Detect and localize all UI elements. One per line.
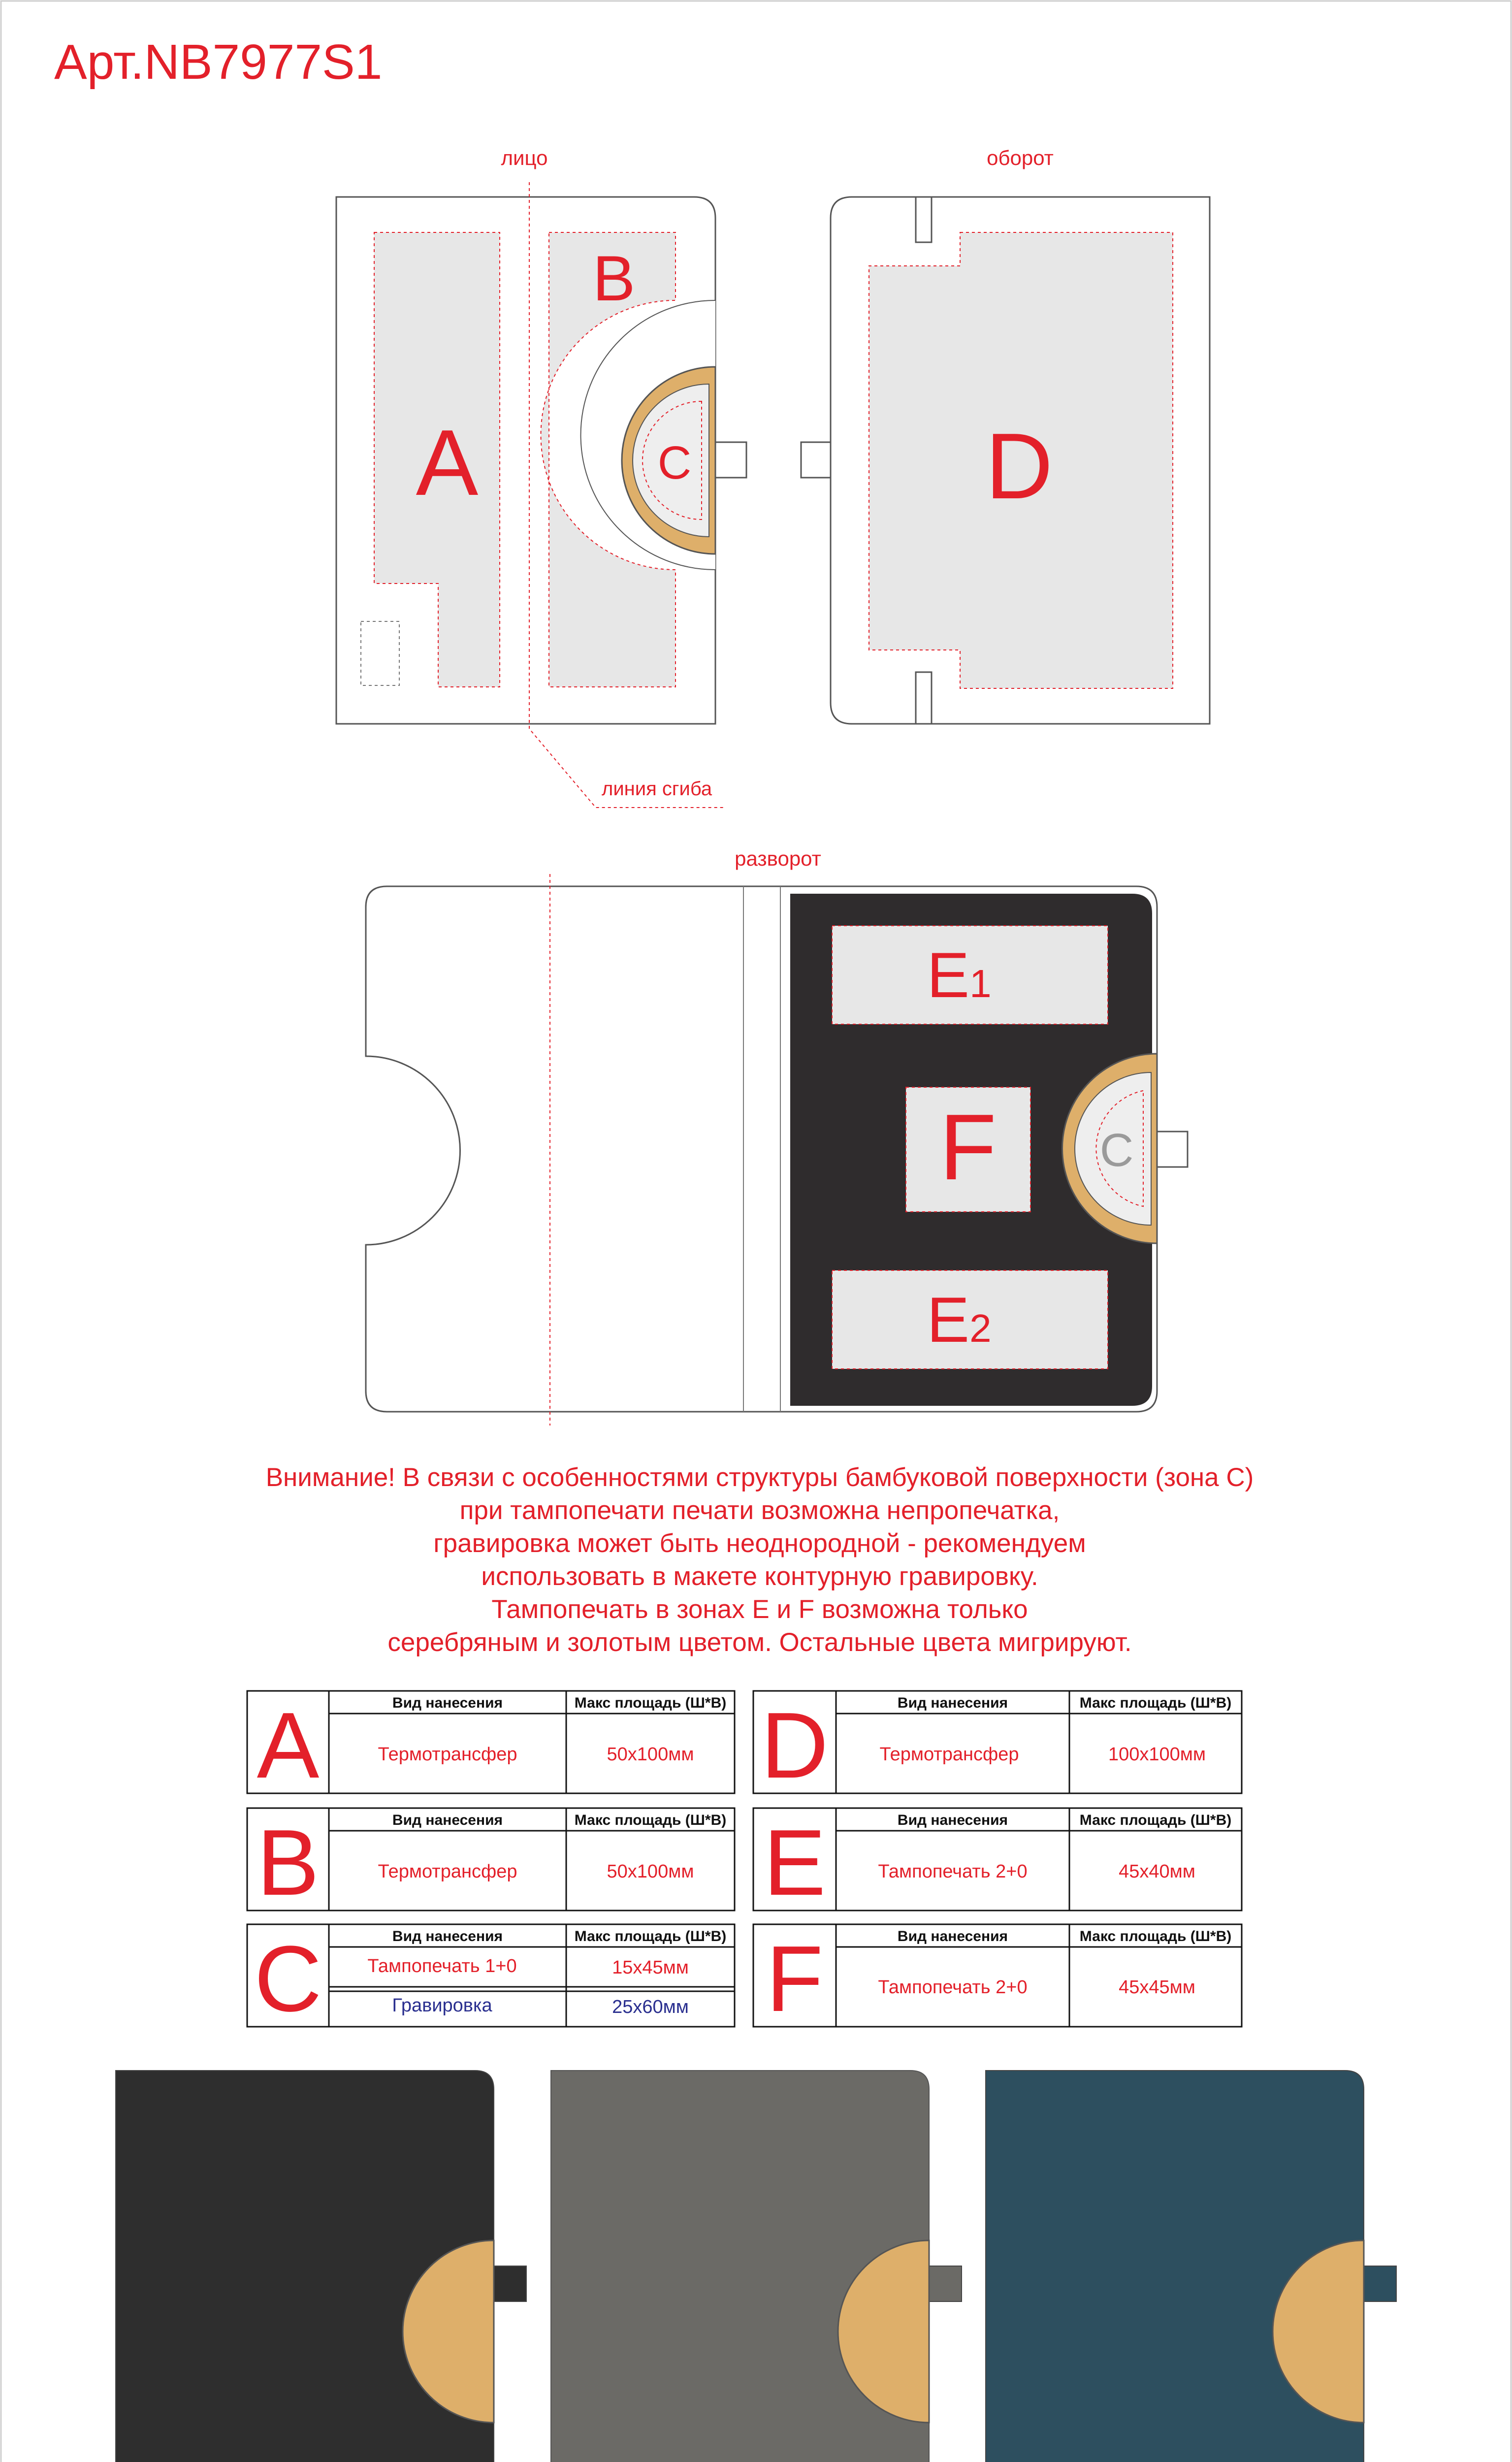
variant-black	[116, 2071, 526, 2462]
svg-text:E: E	[763, 1811, 826, 1915]
face-label: лицо	[501, 146, 548, 169]
zone-d-letter: D	[985, 414, 1053, 518]
table-f	[753, 1924, 1242, 2031]
svg-text:при тампопечати печати возможн: при тампопечати печати возможна непропечатка,	[459, 1496, 1060, 1525]
zone-a-letter: A	[416, 411, 479, 515]
svg-text:B: B	[257, 1811, 320, 1915]
svg-text:Макс площадь (Ш*В): Макс площадь (Ш*В)	[1079, 1695, 1232, 1711]
svg-text:Тампопечать в зонах Е и F возм: Тампопечать в зонах Е и F возможна только	[491, 1595, 1028, 1624]
table-d	[753, 1691, 1242, 1798]
svg-text:45x45мм: 45x45мм	[1119, 1977, 1195, 1998]
svg-text:100x100мм: 100x100мм	[1108, 1744, 1206, 1765]
zone-e2-letter: E2	[927, 1284, 992, 1356]
svg-text:F: F	[766, 1927, 824, 2031]
svg-text:Термотрансфер: Термотрансфер	[378, 1861, 517, 1882]
svg-text:Вид нанесения: Вид нанесения	[897, 1695, 1008, 1711]
zone-b-letter: B	[592, 242, 636, 314]
table-a	[247, 1691, 735, 1798]
zone-c-letter: C	[657, 437, 692, 489]
svg-text:Макс площадь (Ш*В): Макс площадь (Ш*В)	[574, 1695, 727, 1711]
back-label: оборот	[987, 146, 1054, 169]
svg-text:Термотрансфер: Термотрансфер	[378, 1744, 517, 1765]
svg-text:D: D	[761, 1693, 829, 1798]
spread-panel	[366, 874, 1188, 1425]
face-panel	[336, 182, 746, 808]
svg-text:50x100мм: 50x100мм	[607, 1744, 694, 1765]
svg-text:Вид нанесения: Вид нанесения	[897, 1812, 1008, 1828]
svg-text:Тампопечать 1+0: Тампопечать 1+0	[367, 1956, 517, 1976]
variant-teal	[986, 2071, 1396, 2462]
zone-e1-letter: E1	[927, 939, 992, 1011]
back-panel	[801, 197, 1210, 724]
svg-text:50x100мм: 50x100мм	[607, 1861, 694, 1882]
svg-text:Термотрансфер: Термотрансфер	[879, 1744, 1019, 1765]
svg-text:45x40мм: 45x40мм	[1119, 1861, 1195, 1882]
spread-label: разворот	[735, 847, 821, 870]
table-c	[247, 1924, 735, 2031]
svg-text:Гравировка: Гравировка	[392, 1995, 492, 2016]
notice-text	[266, 1463, 1254, 1657]
article-title: Арт.NB7977S1	[54, 34, 383, 90]
svg-text:Макс площадь (Ш*В): Макс площадь (Ш*В)	[1079, 1928, 1232, 1944]
table-b	[247, 1808, 735, 1915]
svg-text:Макс площадь (Ш*В): Макс площадь (Ш*В)	[574, 1928, 727, 1944]
svg-text:Макс площадь (Ш*В): Макс площадь (Ш*В)	[574, 1812, 727, 1828]
svg-text:15x45мм: 15x45мм	[612, 1957, 689, 1978]
svg-text:Вид нанесения: Вид нанесения	[897, 1928, 1008, 1944]
fold-line-label: линия сгиба	[602, 778, 712, 800]
svg-text:гравировка может быть неодноро: гравировка может быть неоднородной - рекомендуем	[433, 1529, 1086, 1558]
svg-text:Макс площадь (Ш*В): Макс площадь (Ш*В)	[1079, 1812, 1232, 1828]
svg-text:серебряным и золотым цветом. О: серебряным и золотым цветом. Остальные цвета мигрируют.	[387, 1628, 1132, 1657]
svg-text:Внимание! В связи с особенност: Внимание! В связи с особенностями структуры бамбуковой поверхности (зона С)	[265, 1463, 1254, 1492]
table-e	[753, 1808, 1242, 1915]
svg-text:C: C	[254, 1927, 322, 2031]
svg-text:Вид нанесения: Вид нанесения	[392, 1695, 503, 1711]
svg-text:Вид нанесения: Вид нанесения	[392, 1812, 503, 1828]
svg-text:25x60мм: 25x60мм	[612, 1997, 689, 2017]
svg-text:Тампопечать 2+0: Тампопечать 2+0	[878, 1977, 1028, 1998]
svg-text:A: A	[257, 1693, 320, 1798]
svg-text:использовать в макете контурну: использовать в макете контурную гравировку.	[481, 1562, 1038, 1591]
svg-text:Вид нанесения: Вид нанесения	[392, 1928, 503, 1944]
zone-c-spread-letter: C	[1099, 1124, 1134, 1176]
zone-f-letter: F	[939, 1095, 997, 1199]
svg-text:Тампопечать 2+0: Тампопечать 2+0	[878, 1861, 1028, 1882]
variant-gray	[551, 2071, 962, 2462]
